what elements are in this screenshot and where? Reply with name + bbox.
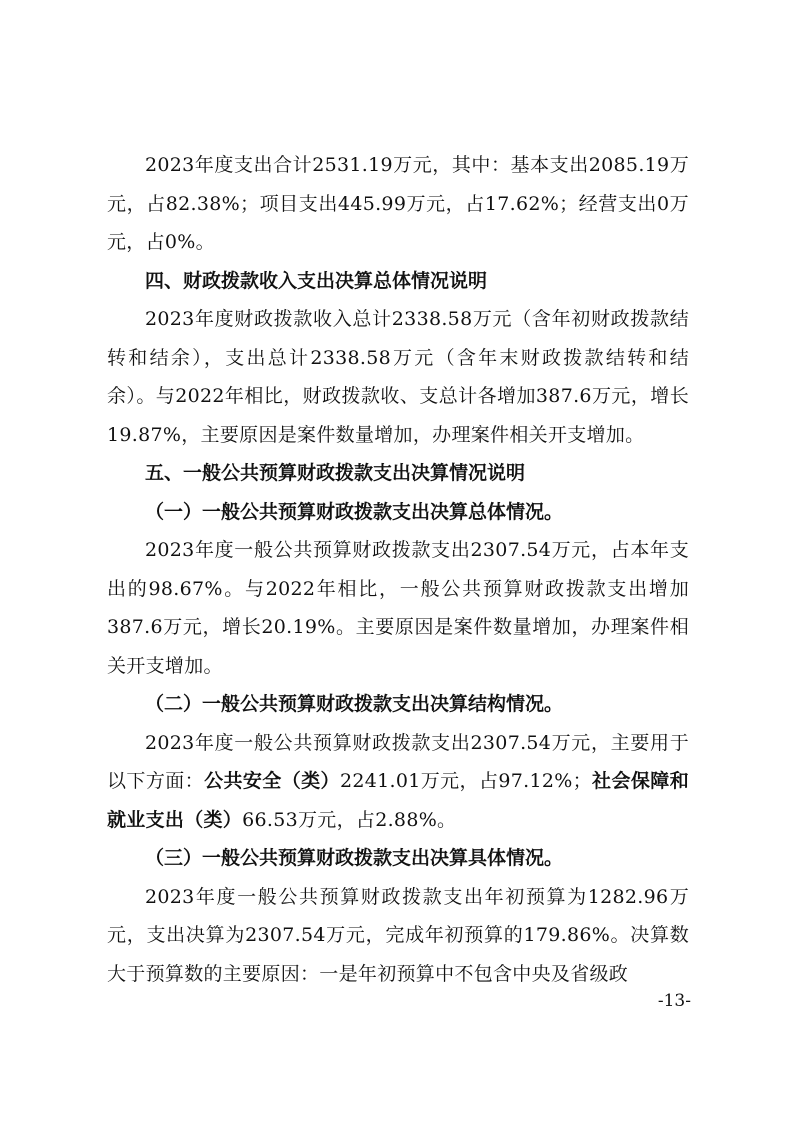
page-number: -13- (657, 991, 691, 1011)
social-security-category: 社会保障和就业支出（类） (107, 770, 689, 831)
subsection-heading-3: （三）一般公共预算财政拨款支出决算具体情况。 (145, 847, 564, 869)
structure-text-3: 66.53万元，占2.88%。 (242, 808, 457, 831)
structure-text-1: 2023年度一般公共预算财政拨款支出2307.54万元，主要用于以下方面： (107, 731, 689, 792)
structure-text-2: 2241.01万元，占97.12%； (339, 770, 592, 792)
paragraph-general-budget-overall: 2023年度一般公共预算财政拨款支出2307.54万元，占本年支出的98.67%。与2022年相比，一般公共预算财政拨款支出增加387.6万元，增长20.19%。主要原因是案件数量增加，办理案件相关开支增加。 (107, 539, 689, 677)
paragraph-general-budget-detail: 2023年度一般公共预算财政拨款支出年初预算为1282.96万元，支出决算为2307.54万元，完成年初预算的179.86%。决算数大于预算数的主要原因：一是年初预算中不包含中央及省级政 (107, 885, 689, 985)
section-heading-4: 四、财政拨款收入支出决算总体情况说明 (145, 269, 488, 292)
paragraph-fiscal-appropriation: 2023年度财政拨款收入总计2338.58万元（含年初财政拨款结转和结余），支出总计2338.58万元（含年末财政拨款结转和结余）。与2022年相比，财政拨款收、支总计各增加387.6万元，增长19.87%，主要原因是案件数量增加，办理案件相关开支增加。 (107, 308, 689, 446)
section-heading-5: 五、一般公共预算财政拨款支出决算情况说明 (145, 462, 526, 484)
paragraph-general-budget-structure (107, 724, 689, 840)
document-body (107, 146, 689, 993)
paragraph-expenditure-total: 2023年度支出合计2531.19万元，其中：基本支出2085.19万元，占82.38%；项目支出445.99万元，占17.62%；经营支出0万元，占0%。 (107, 154, 689, 253)
subsection-heading-1: （一）一般公共预算财政拨款支出决算总体情况。 (145, 500, 564, 523)
public-security-category: 公共安全（类） (204, 770, 340, 792)
subsection-heading-2: （二）一般公共预算财政拨款支出决算结构情况。 (145, 693, 564, 715)
